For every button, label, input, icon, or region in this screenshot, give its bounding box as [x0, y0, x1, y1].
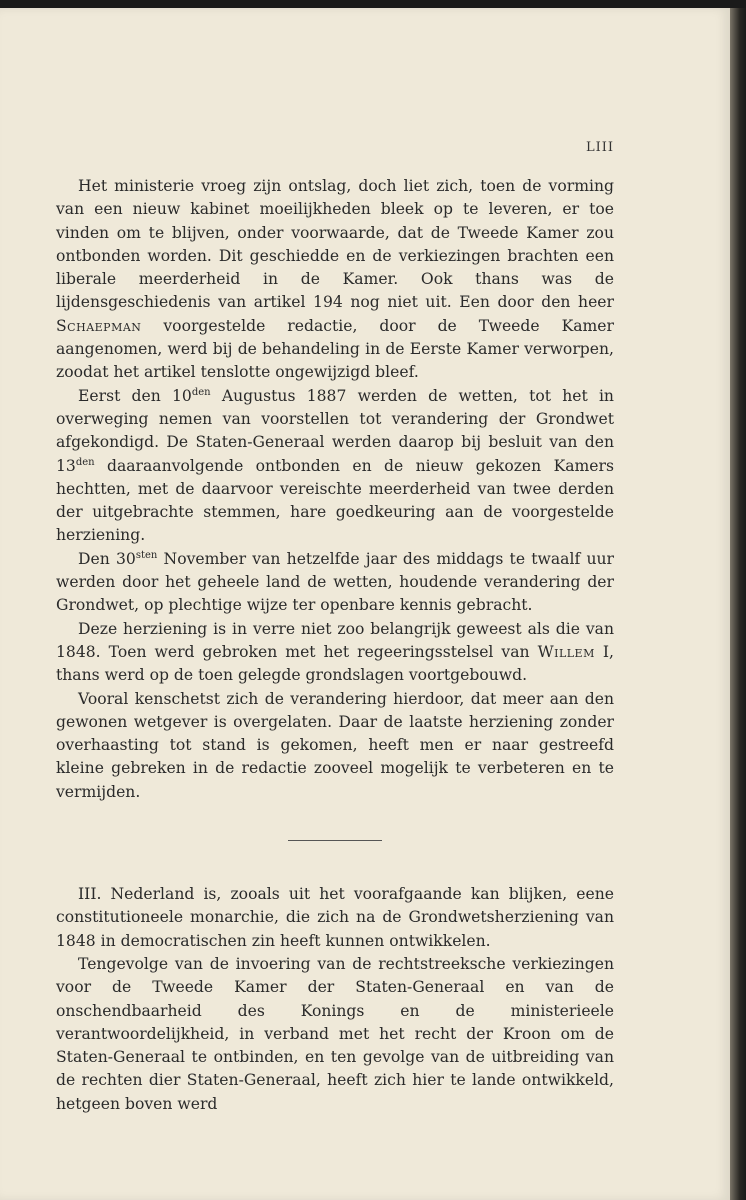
- section-paragraph: Tengevolge van de invoering van de rechtstreeksche verkiezingen voor de Tweede Kamer der Staten-Generaal en van de onschendbaarheid des Konings en de ministerieele verantwoordelijkheid, in verband met het recht der Kroon om de Staten-Generaal te ontbinden, en ten gevolge van de uitbreiding van de rechten dier Staten-Generaal, heeft zich hier te lande ontwikkeld, hetgeen boven werd: [56, 954, 614, 1113]
- page-number: LIII: [585, 140, 614, 155]
- section-paragraph: III. Nederland is, zooals uit het voorafgaande kan blijken, eene constitutioneele monarchie, die zich na de Grondwetsherziening van 1848 in democratischen zin heeft kunnen ontwikkelen.: [56, 885, 614, 950]
- paragraph: Vooral kenschetst zich de verandering hierdoor, dat meer aan den gewonen wetgever is overgelaten. Daar de laatste herziening zonder overhaasting tot stand is gekomen, heeft men er naar gestreefd kleine gebreken in de redactie zooveel mogelijk te verbeteren en te vermijden.: [56, 689, 614, 801]
- paragraph: Eerst den $10^{den}$ Augustus 1887 werden de wetten, tot het in overweging nemen van voorstellen tot verandering der Grondwet afgekondigd. De Staten-Generaal werden daarop bij besluit van den $13^{den}$ daaraanvolgende ontbonden en de nieuw gekozen Kamers hechtten, met de daarvoor vereischte meerderheid van twee derden der uitgebrachte stemmen, hare goedkeuring aan de voorgestelde herziening.: [56, 386, 614, 545]
- page-edge-shadow: [730, 8, 746, 1200]
- paragraph: Het ministerie vroeg zijn ontslag, doch liet zich, toen de vorming van een nieuw kabinet moeilijkheden bleek op te leveren, er toe vinden om te blijven, onder voorwaarde, dat de Tweede Kamer zou ontbonden worden. Dit geschiedde en de verkiezingen brachten een liberale meerderheid in de Kamer. Ook thans was de lijdensgeschiedenis van artikel 194 nog niet uit. Een door den heer Schaepman voorgestelde redactie, door de Tweede Kamer aangenomen, werd bij de behandeling in de Eerste Kamer verworpen, zoodat het artikel tenslotte ongewijzigd bleef.: [56, 177, 614, 382]
- book-page: [0, 8, 730, 1200]
- section-divider: [288, 840, 382, 841]
- paragraph: Den $30^{sten}$ November van hetzelfde jaar des middags te twaalf uur werden door het geheele land de wetten, houdende verandering der Grondwet, op plechtige wijze ter openbare kennis gebracht.: [56, 549, 614, 615]
- name-schaepman: Schaepman: [56, 316, 142, 335]
- ordinal-suffix: sten: [135, 549, 158, 561]
- name-willem: Willem: [537, 642, 595, 661]
- ordinal-suffix: den: [191, 386, 211, 398]
- ordinal-suffix: den: [75, 456, 95, 468]
- paragraph: Deze herziening is in verre niet zoo belangrijk geweest als die van 1848. Toen werd gebroken met het regeeringsstelsel van Willem I, thans werd op de toen gelegde grondslagen voortgebouwd.: [56, 619, 614, 685]
- page-text: [56, 175, 614, 1116]
